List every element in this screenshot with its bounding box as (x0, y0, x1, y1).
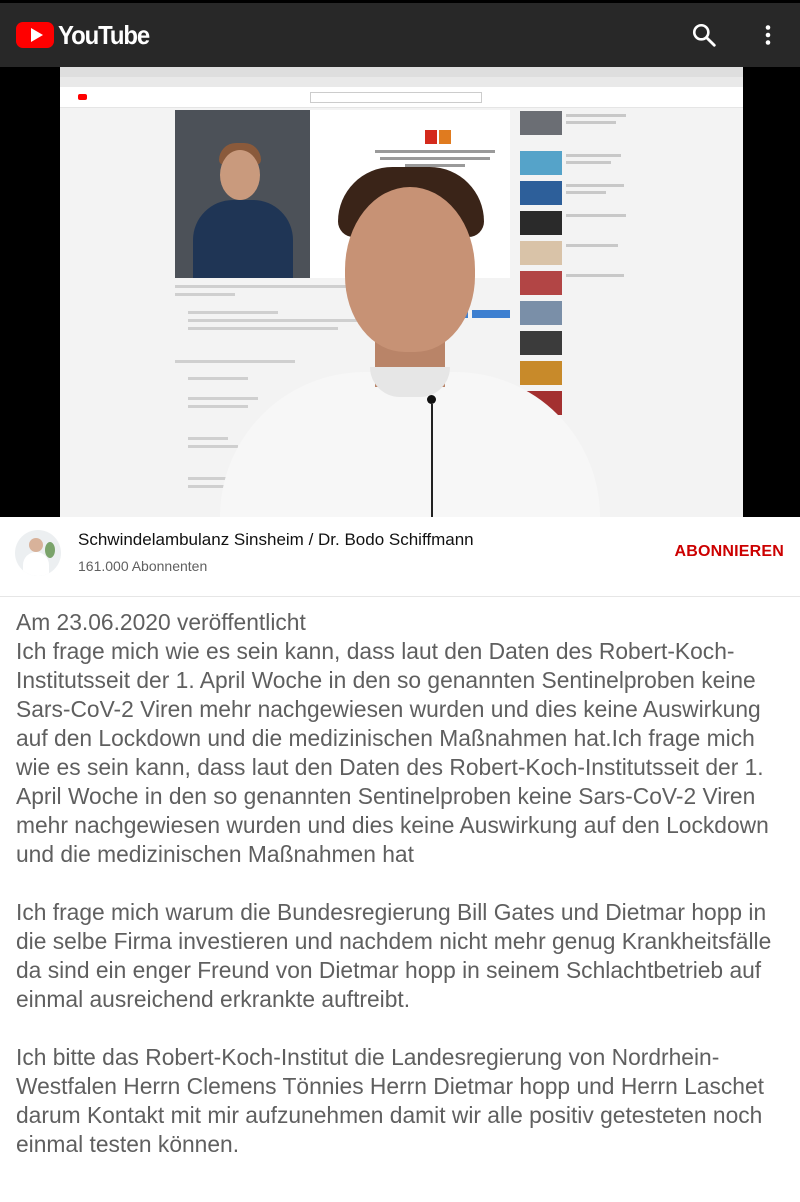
subscribe-button[interactable]: ABONNIEREN (674, 543, 784, 560)
video-player[interactable] (0, 67, 800, 517)
channel-avatar[interactable] (15, 530, 61, 576)
publish-date: Am 23.06.2020 veröffentlicht (16, 609, 306, 635)
video-frame (60, 67, 743, 517)
logo-text: YouTube (58, 19, 150, 50)
mw-logo-icon (425, 130, 437, 144)
channel-name[interactable]: Schwindelambulanz Sinsheim / Dr. Bodo Schiffmann (78, 530, 474, 549)
youtube-logo[interactable] (16, 20, 157, 51)
search-icon (691, 22, 717, 48)
presenter (210, 167, 610, 517)
app-bar (0, 3, 800, 67)
more-options-button[interactable] (736, 3, 800, 67)
video-description (16, 608, 788, 1159)
play-logo-icon (16, 22, 54, 48)
microphone-icon (427, 395, 436, 404)
search-button[interactable] (672, 3, 736, 67)
description-paragraph: Ich frage mich warum die Bundesregierung Bill Gates und Dietmar hopp in die selbe Firma investieren und nachdem nicht mehr genug Krankheitsfälle da sind ein enger Freund von Dietmar hopp in seinem Schlachtbetrieb auf einmal ausreichend erkrankte auftreibt. (16, 899, 772, 1012)
description-paragraph: Ich frage mich wie es sein kann, dass laut den Daten des Robert-Koch-Institutsseit der 1. April Woche in den so genannten Sentinelproben keine Sars-CoV-2 Viren mehr nachgewiesen wurden und dies keine Auswirkung auf den Lockdown und die medizinischen Maßnahmen hat.Ich frage mich wie es sein kann, dass laut den Daten des Robert-Koch-Institutsseit der 1. April Woche in den so genannten Sentinelproben keine Sars-CoV-2 Viren mehr nachgewiesen wurden und dies keine Auswirkung auf den Lockdown und die medizinischen Maßnahmen hat (16, 638, 769, 867)
description-paragraph: Ich bitte das Robert-Koch-Institut die Landesregierung von Nordrhein-Westfalen Herrn Clemens Tönnies Herrn Dietmar hopp und Herrn Laschet darum Kontakt mit mir aufzunehmen damit wir alle positiv getesteten noch einmal testen können. (16, 1044, 765, 1157)
subscriber-count: 161.000 Abonnenten (78, 558, 208, 574)
more-vert-icon (756, 23, 780, 47)
channel-row (0, 517, 800, 597)
